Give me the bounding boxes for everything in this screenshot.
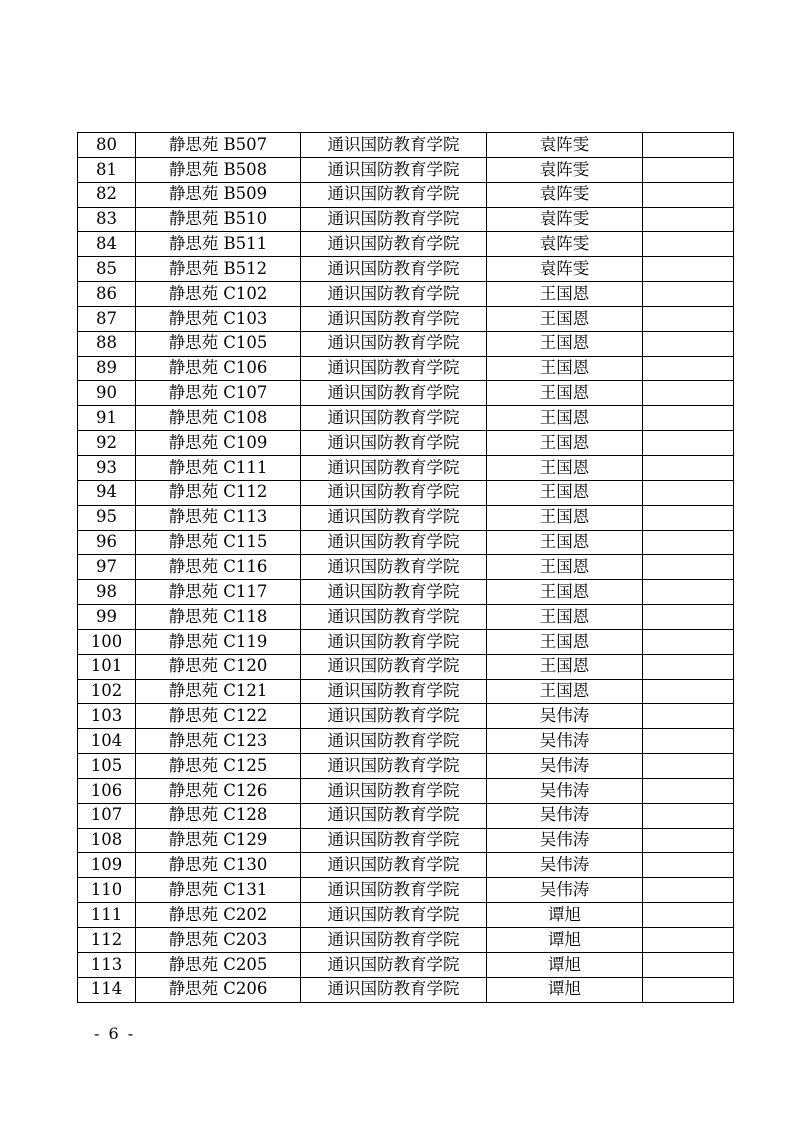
person-cell: 王国恩 xyxy=(487,356,643,381)
row-number-cell: 113 xyxy=(78,952,136,977)
note-cell xyxy=(643,505,734,530)
note-cell xyxy=(643,257,734,282)
table-row xyxy=(78,555,734,580)
college-cell: 通识国防教育学院 xyxy=(301,505,487,530)
row-number-cell: 92 xyxy=(78,431,136,456)
college-cell: 通识国防教育学院 xyxy=(301,853,487,878)
table-row xyxy=(78,431,734,456)
table-row xyxy=(78,381,734,406)
person-cell: 袁阵雯 xyxy=(487,257,643,282)
college-cell: 通识国防教育学院 xyxy=(301,754,487,779)
row-number-cell: 100 xyxy=(78,629,136,654)
note-cell xyxy=(643,605,734,630)
room-cell: 静思苑 C109 xyxy=(136,431,301,456)
table-row xyxy=(78,455,734,480)
table-row xyxy=(78,580,734,605)
room-cell: 静思苑 C130 xyxy=(136,853,301,878)
college-cell: 通识国防教育学院 xyxy=(301,480,487,505)
room-cell: 静思苑 C128 xyxy=(136,803,301,828)
college-cell: 通识国防教育学院 xyxy=(301,605,487,630)
row-number-cell: 105 xyxy=(78,754,136,779)
room-cell: 静思苑 C122 xyxy=(136,704,301,729)
college-cell: 通识国防教育学院 xyxy=(301,282,487,307)
note-cell xyxy=(643,282,734,307)
room-cell: 静思苑 C106 xyxy=(136,356,301,381)
college-cell: 通识国防教育学院 xyxy=(301,704,487,729)
room-cell: 静思苑 C112 xyxy=(136,480,301,505)
room-cell: 静思苑 B510 xyxy=(136,207,301,232)
row-number-cell: 101 xyxy=(78,654,136,679)
person-cell: 谭旭 xyxy=(487,977,643,1002)
table-row xyxy=(78,778,734,803)
person-cell: 王国恩 xyxy=(487,455,643,480)
row-number-cell: 106 xyxy=(78,778,136,803)
college-cell: 通识国防教育学院 xyxy=(301,778,487,803)
person-cell: 吴伟涛 xyxy=(487,778,643,803)
note-cell xyxy=(643,133,734,158)
row-number-cell: 111 xyxy=(78,903,136,928)
room-cell: 静思苑 C116 xyxy=(136,555,301,580)
room-cell: 静思苑 B508 xyxy=(136,157,301,182)
note-cell xyxy=(643,182,734,207)
person-cell: 吴伟涛 xyxy=(487,878,643,903)
table-row xyxy=(78,928,734,953)
note-cell xyxy=(643,555,734,580)
room-cell: 静思苑 C203 xyxy=(136,928,301,953)
table-row xyxy=(78,530,734,555)
row-number-cell: 109 xyxy=(78,853,136,878)
college-cell: 通识国防教育学院 xyxy=(301,803,487,828)
note-cell xyxy=(643,480,734,505)
note-cell xyxy=(643,928,734,953)
college-cell: 通识国防教育学院 xyxy=(301,381,487,406)
person-cell: 吴伟涛 xyxy=(487,803,643,828)
table-row xyxy=(78,679,734,704)
room-cell: 静思苑 C115 xyxy=(136,530,301,555)
table-row xyxy=(78,952,734,977)
row-number-cell: 99 xyxy=(78,605,136,630)
person-cell: 王国恩 xyxy=(487,679,643,704)
person-cell: 王国恩 xyxy=(487,580,643,605)
note-cell xyxy=(643,878,734,903)
table-row xyxy=(78,157,734,182)
room-cell: 静思苑 C108 xyxy=(136,406,301,431)
note-cell xyxy=(643,679,734,704)
row-number-cell: 102 xyxy=(78,679,136,704)
table-row xyxy=(78,182,734,207)
note-cell xyxy=(643,754,734,779)
note-cell xyxy=(643,207,734,232)
college-cell: 通识国防教育学院 xyxy=(301,555,487,580)
person-cell: 王国恩 xyxy=(487,282,643,307)
row-number-cell: 88 xyxy=(78,331,136,356)
person-cell: 王国恩 xyxy=(487,331,643,356)
college-cell: 通识国防教育学院 xyxy=(301,580,487,605)
note-cell xyxy=(643,580,734,605)
person-cell: 谭旭 xyxy=(487,952,643,977)
note-cell xyxy=(643,306,734,331)
note-cell xyxy=(643,729,734,754)
note-cell xyxy=(643,381,734,406)
room-cell: 静思苑 B512 xyxy=(136,257,301,282)
college-cell: 通识国防教育学院 xyxy=(301,928,487,953)
note-cell xyxy=(643,157,734,182)
room-cell: 静思苑 C105 xyxy=(136,331,301,356)
row-number-cell: 81 xyxy=(78,157,136,182)
college-cell: 通识国防教育学院 xyxy=(301,133,487,158)
college-cell: 通识国防教育学院 xyxy=(301,331,487,356)
table-row xyxy=(78,828,734,853)
person-cell: 王国恩 xyxy=(487,654,643,679)
room-cell: 静思苑 C117 xyxy=(136,580,301,605)
person-cell: 谭旭 xyxy=(487,903,643,928)
row-number-cell: 91 xyxy=(78,406,136,431)
table-row xyxy=(78,331,734,356)
room-cell: 静思苑 C111 xyxy=(136,455,301,480)
note-cell xyxy=(643,828,734,853)
person-cell: 袁阵雯 xyxy=(487,207,643,232)
college-cell: 通识国防教育学院 xyxy=(301,257,487,282)
note-cell xyxy=(643,903,734,928)
table-row xyxy=(78,853,734,878)
room-cell: 静思苑 B511 xyxy=(136,232,301,257)
person-cell: 王国恩 xyxy=(487,530,643,555)
room-cell: 静思苑 C123 xyxy=(136,729,301,754)
room-cell: 静思苑 C103 xyxy=(136,306,301,331)
note-cell xyxy=(643,654,734,679)
row-number-cell: 108 xyxy=(78,828,136,853)
person-cell: 王国恩 xyxy=(487,406,643,431)
note-cell xyxy=(643,406,734,431)
table-row xyxy=(78,480,734,505)
note-cell xyxy=(643,778,734,803)
row-number-cell: 96 xyxy=(78,530,136,555)
person-cell: 王国恩 xyxy=(487,480,643,505)
room-cell: 静思苑 C126 xyxy=(136,778,301,803)
note-cell xyxy=(643,530,734,555)
row-number-cell: 94 xyxy=(78,480,136,505)
room-cell: 静思苑 C107 xyxy=(136,381,301,406)
row-number-cell: 86 xyxy=(78,282,136,307)
row-number-cell: 103 xyxy=(78,704,136,729)
college-cell: 通识国防教育学院 xyxy=(301,207,487,232)
row-number-cell: 97 xyxy=(78,555,136,580)
person-cell: 吴伟涛 xyxy=(487,853,643,878)
note-cell xyxy=(643,356,734,381)
table-row xyxy=(78,878,734,903)
college-cell: 通识国防教育学院 xyxy=(301,455,487,480)
person-cell: 王国恩 xyxy=(487,555,643,580)
table-row xyxy=(78,903,734,928)
note-cell xyxy=(643,455,734,480)
table-row xyxy=(78,654,734,679)
table-row xyxy=(78,629,734,654)
table-row xyxy=(78,356,734,381)
person-cell: 王国恩 xyxy=(487,505,643,530)
person-cell: 吴伟涛 xyxy=(487,828,643,853)
person-cell: 吴伟涛 xyxy=(487,704,643,729)
college-cell: 通识国防教育学院 xyxy=(301,903,487,928)
note-cell xyxy=(643,977,734,1002)
row-number-cell: 93 xyxy=(78,455,136,480)
note-cell xyxy=(643,629,734,654)
table-row xyxy=(78,605,734,630)
note-cell xyxy=(643,232,734,257)
note-cell xyxy=(643,704,734,729)
room-cell: 静思苑 C118 xyxy=(136,605,301,630)
table-row xyxy=(78,505,734,530)
person-cell: 王国恩 xyxy=(487,629,643,654)
college-cell: 通识国防教育学院 xyxy=(301,306,487,331)
room-cell: 静思苑 C205 xyxy=(136,952,301,977)
table-row xyxy=(78,406,734,431)
table-row xyxy=(78,754,734,779)
person-cell: 王国恩 xyxy=(487,381,643,406)
college-cell: 通识国防教育学院 xyxy=(301,182,487,207)
row-number-cell: 90 xyxy=(78,381,136,406)
college-cell: 通识国防教育学院 xyxy=(301,157,487,182)
row-number-cell: 107 xyxy=(78,803,136,828)
room-cell: 静思苑 C113 xyxy=(136,505,301,530)
college-cell: 通识国防教育学院 xyxy=(301,654,487,679)
person-cell: 袁阵雯 xyxy=(487,182,643,207)
row-number-cell: 80 xyxy=(78,133,136,158)
row-number-cell: 89 xyxy=(78,356,136,381)
person-cell: 吴伟涛 xyxy=(487,729,643,754)
row-number-cell: 110 xyxy=(78,878,136,903)
row-number-cell: 87 xyxy=(78,306,136,331)
person-cell: 谭旭 xyxy=(487,928,643,953)
college-cell: 通识国防教育学院 xyxy=(301,431,487,456)
college-cell: 通识国防教育学院 xyxy=(301,679,487,704)
dormitory-table xyxy=(77,132,734,1003)
table-row xyxy=(78,803,734,828)
college-cell: 通识国防教育学院 xyxy=(301,878,487,903)
note-cell xyxy=(643,952,734,977)
college-cell: 通识国防教育学院 xyxy=(301,356,487,381)
table-row xyxy=(78,257,734,282)
person-cell: 王国恩 xyxy=(487,306,643,331)
room-cell: 静思苑 C102 xyxy=(136,282,301,307)
college-cell: 通识国防教育学院 xyxy=(301,729,487,754)
college-cell: 通识国防教育学院 xyxy=(301,530,487,555)
room-cell: 静思苑 B509 xyxy=(136,182,301,207)
page-number: - 6 - xyxy=(94,1024,136,1043)
row-number-cell: 114 xyxy=(78,977,136,1002)
row-number-cell: 82 xyxy=(78,182,136,207)
room-cell: 静思苑 C202 xyxy=(136,903,301,928)
college-cell: 通识国防教育学院 xyxy=(301,406,487,431)
row-number-cell: 85 xyxy=(78,257,136,282)
note-cell xyxy=(643,853,734,878)
room-cell: 静思苑 C129 xyxy=(136,828,301,853)
room-cell: 静思苑 C206 xyxy=(136,977,301,1002)
table-row xyxy=(78,207,734,232)
table-row xyxy=(78,282,734,307)
table-row xyxy=(78,729,734,754)
person-cell: 袁阵雯 xyxy=(487,157,643,182)
note-cell xyxy=(643,431,734,456)
college-cell: 通识国防教育学院 xyxy=(301,828,487,853)
room-cell: 静思苑 C119 xyxy=(136,629,301,654)
note-cell xyxy=(643,803,734,828)
table-row xyxy=(78,704,734,729)
room-cell: 静思苑 C131 xyxy=(136,878,301,903)
room-cell: 静思苑 C120 xyxy=(136,654,301,679)
note-cell xyxy=(643,331,734,356)
row-number-cell: 84 xyxy=(78,232,136,257)
row-number-cell: 112 xyxy=(78,928,136,953)
person-cell: 王国恩 xyxy=(487,605,643,630)
person-cell: 王国恩 xyxy=(487,431,643,456)
table-row xyxy=(78,306,734,331)
room-cell: 静思苑 B507 xyxy=(136,133,301,158)
row-number-cell: 95 xyxy=(78,505,136,530)
college-cell: 通识国防教育学院 xyxy=(301,232,487,257)
table-row xyxy=(78,977,734,1002)
table-row xyxy=(78,232,734,257)
college-cell: 通识国防教育学院 xyxy=(301,977,487,1002)
college-cell: 通识国防教育学院 xyxy=(301,629,487,654)
row-number-cell: 98 xyxy=(78,580,136,605)
table-row xyxy=(78,133,734,158)
row-number-cell: 83 xyxy=(78,207,136,232)
person-cell: 袁阵雯 xyxy=(487,232,643,257)
room-cell: 静思苑 C125 xyxy=(136,754,301,779)
person-cell: 袁阵雯 xyxy=(487,133,643,158)
room-cell: 静思苑 C121 xyxy=(136,679,301,704)
person-cell: 吴伟涛 xyxy=(487,754,643,779)
row-number-cell: 104 xyxy=(78,729,136,754)
college-cell: 通识国防教育学院 xyxy=(301,952,487,977)
table-body xyxy=(78,133,734,1003)
